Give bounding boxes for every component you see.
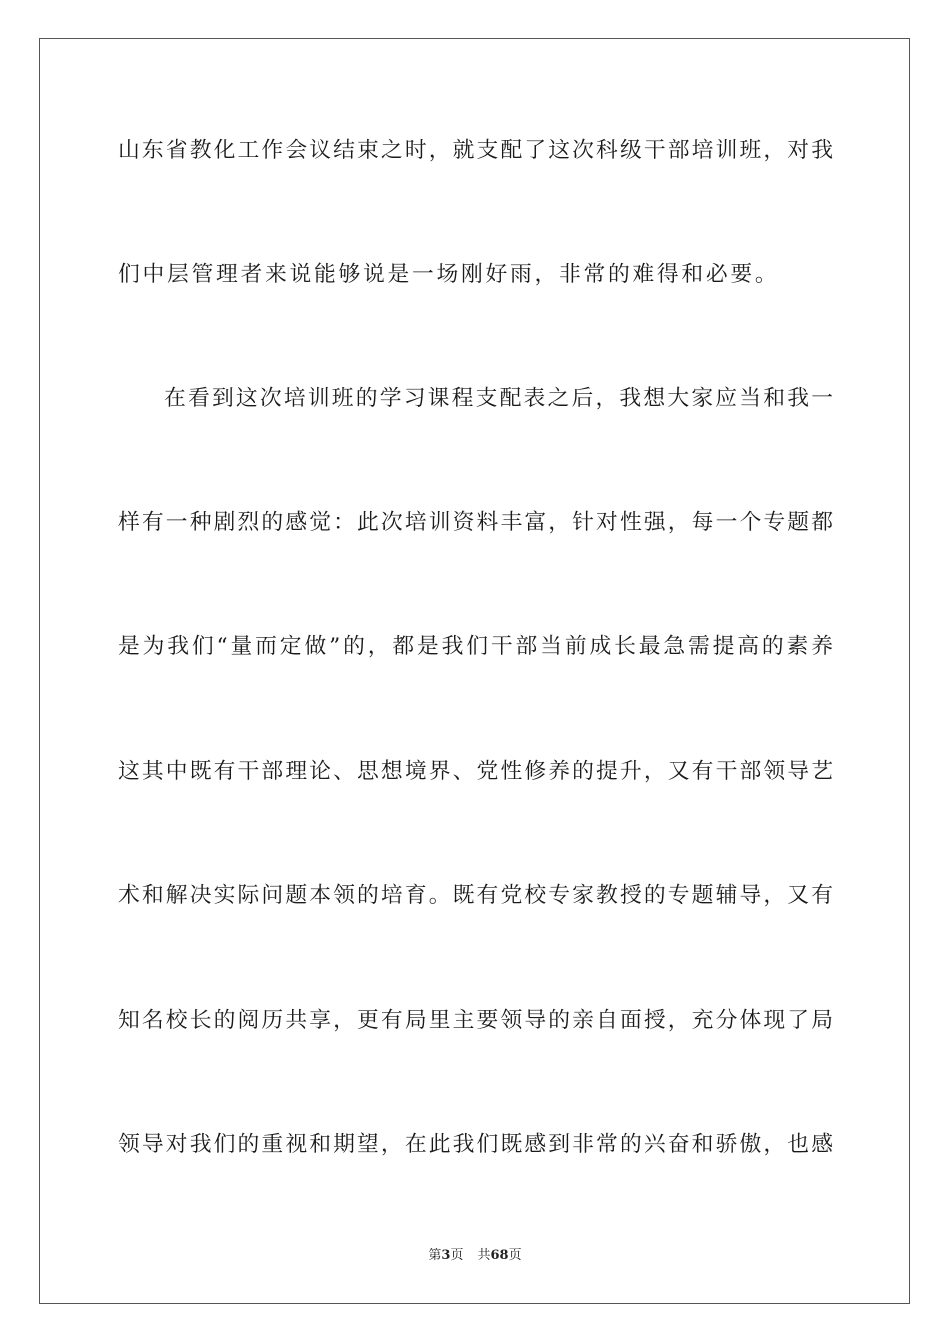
page-footer [0, 1247, 950, 1265]
text-line-4: 样有一种剧烈的感觉：此次培训资料丰富，针对性强，每一个专题都 [118, 510, 833, 535]
footer-total-suffix: 页 [508, 1248, 522, 1263]
text-line-1: 山东省教化工作会议结束之时，就支配了这次科级干部培训班，对我 [118, 138, 833, 163]
footer-page-number: 3 [441, 1248, 451, 1263]
text-line-8: 知名校长的阅历共享，更有局里主要领导的亲自面授，充分体现了局 [118, 1008, 833, 1033]
text-line-5: 是为我们“量而定做”的，都是我们干部当前成长最急需提高的素养 [118, 634, 833, 659]
footer-prefix: 第 [428, 1248, 442, 1263]
text-line-2: 们中层管理者来说能够说是一场刚好雨，非常的难得和必要。 [118, 262, 780, 287]
page-frame [39, 38, 910, 1304]
footer-page-suffix: 页 [450, 1248, 464, 1263]
footer-total-pages: 68 [490, 1248, 509, 1263]
text-line-6: 这其中既有干部理论、思想境界、党性修养的提升，又有干部领导艺 [118, 759, 833, 784]
text-line-7: 术和解决实际问题本领的培育。既有党校专家教授的专题辅导，又有 [118, 883, 833, 908]
footer-total-prefix: 共 [477, 1248, 491, 1263]
text-line-3: 在看到这次培训班的学习课程支配表之后，我想大家应当和我一 [164, 386, 833, 411]
text-line-9: 领导对我们的重视和期望，在此我们既感到非常的兴奋和骄傲，也感 [118, 1132, 833, 1157]
